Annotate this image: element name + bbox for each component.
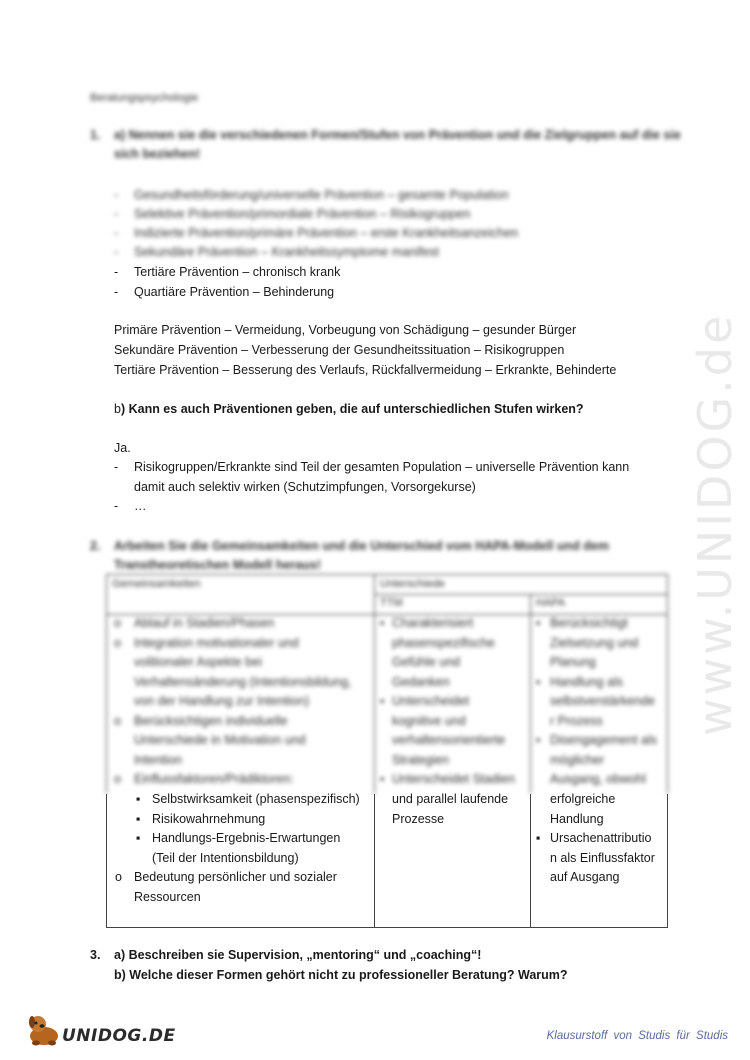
- table-cell-text: auf Ausgang: [550, 870, 620, 884]
- table-cell-text: Ursachenattributio: [550, 831, 652, 845]
- table-cell-text: Handlungs-Ergebnis-Erwartungen: [152, 831, 341, 845]
- q1-title-cont: sich beziehen!: [114, 147, 201, 161]
- circle-bullet-icon: o: [115, 870, 122, 884]
- table-cell-text: Ressourcen: [134, 889, 201, 904]
- q2-title: Arbeiten Sie die Gemeinsamkeiten und die Unterschied vom HAPA-Modell und dem: [114, 539, 610, 553]
- list-item: - Quartiäre Prävention – Behinderung: [114, 285, 335, 299]
- q2-number: 2.: [90, 539, 101, 553]
- header-common: Gemeinsamkeiten: [112, 578, 201, 590]
- footer-tagline: Klausurstoff von Studis für Studis: [546, 1030, 728, 1042]
- q1-number: 1.: [90, 128, 101, 142]
- q1-b-title: b) Kann es auch Präventionen geben, die auf unterschiedlichen Stufen wirken?: [114, 402, 584, 416]
- list-item: - Indizierte Prävention/primäre Prävention – erste Krankheitsanzeichen: [114, 226, 519, 240]
- dog-logo-icon: [24, 1012, 64, 1048]
- table-cell-text: und parallel laufende: [392, 792, 509, 806]
- logo-text: UNIDOG.DE: [62, 1026, 176, 1046]
- square-bullet-icon: ▪: [536, 831, 541, 845]
- answer-list-item: - Risikogruppen/Erkrankte sind Teil der gesamten Population – universelle Prävention kann: [114, 460, 630, 474]
- table-cell-text: erfolgreiche: [550, 792, 616, 806]
- watermark-text: www.UNIDOG.de: [688, 312, 742, 736]
- table-cell-text: Prozesse: [392, 811, 445, 826]
- table-cell-text: Verhaltensänderung (Intentionsbildung,: [134, 674, 352, 689]
- q1-title: a) Nennen sie die verschiedenen Formen/Stufen von Prävention und die Zielgruppen auf die sie: [114, 128, 681, 142]
- list-item: - Sekundäre Prävention – Krankheitssymptome manifest: [114, 245, 440, 259]
- q2-title-cont: Transtheoretischen Modell heraus!: [114, 558, 321, 572]
- table-cell-text: Risikowahrnehmung: [152, 811, 266, 826]
- table-cell-text: n als Einflussfaktor: [550, 850, 655, 865]
- square-bullet-icon: ▪: [136, 831, 141, 845]
- list-item: - Selektive Prävention/primordiale Prävention – Risikogruppen: [114, 207, 471, 221]
- header-differences: Unterschiede: [380, 578, 445, 590]
- paragraph-line: Primäre Prävention – Vermeidung, Vorbeugung von Schädigung – gesunder Bürger: [114, 323, 577, 337]
- q3-line-a: a) Beschreiben sie Supervision, „mentoring“ und „coaching“!: [114, 948, 482, 962]
- table-cell-text: Intention: [134, 752, 182, 767]
- paragraph-line: Sekundäre Prävention – Verbesserung der Gesundheitssituation – Risikogruppen: [114, 343, 565, 357]
- table-cell-text: Unterschiede in Motivation und: [134, 733, 306, 747]
- table-cell-text: Integration motivationaler und: [134, 635, 299, 650]
- list-item: - Tertiäre Prävention – chronisch krank: [114, 265, 341, 279]
- q3-number: 3.: [90, 948, 101, 962]
- q3-line-b: b) Welche dieser Formen gehört nicht zu professioneller Beratung? Warum?: [114, 968, 568, 982]
- table-cell-text: Berücksichtigen individuelle: [134, 713, 288, 728]
- comparison-table: Gemeinsamkeiten Unterschiede TTM HAPA o Ablauf in Stadien/Phasen o Integration motivationaler und volitionaler Aspekte bei Verhaltensänderung (Intentionsbildung, von der Handlung zur Intention) o Berücksichtigen individuelle Unterschiede in Motivation und Intention o Einflussfaktoren/Prädiktoren: ▪ Selbstwirksamkeit (phasenspezifisch) ▪ Risikowahrnehmung ▪ Handlungs-Ergebnis-Erwartungen (Teil der Intentionsbildung) o Bedeutung persönlicher und sozialer Ressourcen ▪ Charakterisiert phasenspezifische Gefühle und Gedanken ▪ Unterscheidet kognitive und verhaltensorientierte Strategien ▪ Unterscheidet Stadien und parallel laufende Prozesse ▪ Berücksichtigt Zielsetzung und Planung ▪ Handlung als selbstverstärkende r Prozess ▪ Disengagement als möglicher Ausgang, obwohl erfolgreiche Handlung ▪ Ursachenattributio n als Einflussfaktor auf Ausgang: [106, 574, 668, 928]
- table-cell-text: Handlung: [550, 811, 604, 826]
- list-item: - Gesundheitsförderung/universelle Prävention – gesamte Population: [114, 188, 509, 202]
- answer: Ja.: [114, 441, 131, 455]
- paragraph-line: Tertiäre Prävention – Besserung des Verlaufs, Rückfallvermeidung – Erkrankte, Behinderte: [114, 363, 617, 377]
- header-ttm: TTM: [380, 597, 403, 609]
- square-bullet-icon: ▪: [136, 811, 141, 826]
- table-cell-text: (Teil der Intentionsbildung): [152, 850, 299, 865]
- answer-list-item: - …: [114, 499, 147, 513]
- square-bullet-icon: ▪: [136, 792, 141, 806]
- header-hapa: HAPA: [536, 597, 566, 609]
- watermark: [676, 266, 742, 736]
- table-cell-text: volitionaler Aspekte bei: [134, 655, 262, 669]
- table-cell-text: Einflussfaktoren/Prädiktoren:: [134, 772, 294, 786]
- table-cell-text: Bedeutung persönlicher und sozialer: [134, 870, 337, 884]
- table-cell-text: von der Handlung zur Intention): [134, 694, 310, 708]
- document-label: Beratungspsychologie: [90, 92, 199, 104]
- table-cell-text: Ablauf in Stadien/Phasen: [134, 616, 275, 630]
- answer-list-item-cont: damit auch selektiv wirken (Schutzimpfungen, Vorsorgekurse): [134, 480, 476, 494]
- table-cell-text: Selbstwirksamkeit (phasenspezifisch): [152, 792, 360, 806]
